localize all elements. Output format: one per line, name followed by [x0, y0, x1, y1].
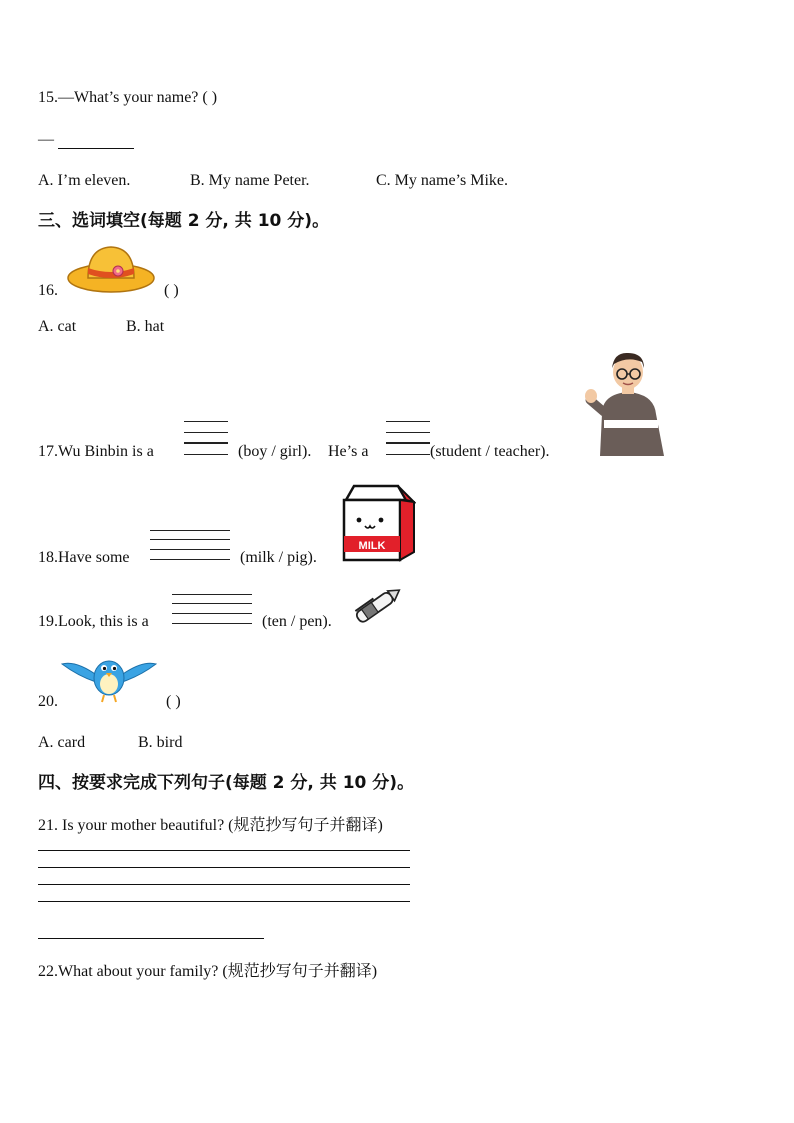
q16-paren: ( ) — [164, 282, 179, 299]
q19-four-line[interactable] — [172, 594, 252, 624]
section3-heading: 三、选词填空(每题 2 分, 共 10 分)。 — [38, 211, 330, 231]
q19-choice: (ten / pen). — [262, 613, 332, 630]
q15-option-a: A. I’m eleven. — [38, 172, 131, 189]
q15-answer-prefix: — — [38, 131, 54, 148]
q21-writing-line-3[interactable] — [38, 884, 410, 885]
q21-translation-line[interactable] — [38, 938, 264, 939]
q17-four-line-2[interactable] — [386, 421, 430, 455]
q17-choice1: (boy / girl). — [238, 443, 312, 460]
teacher-image — [582, 350, 674, 460]
q20-number: 20. — [38, 693, 58, 710]
q18-four-line[interactable] — [150, 530, 230, 560]
q21-writing-line-4[interactable] — [38, 901, 410, 902]
q15-answer-line — [58, 148, 134, 149]
q20-option-a: A. card — [38, 734, 86, 751]
q20-option-b: B. bird — [138, 734, 183, 751]
q15-option-c: C. My name’s Mike. — [376, 172, 508, 189]
milk-carton-image — [340, 482, 416, 564]
q21-writing-line-2[interactable] — [38, 867, 410, 868]
q17-choice2: (student / teacher). — [430, 443, 550, 460]
section4-heading: 四、按要求完成下列句子(每题 2 分, 共 10 分)。 — [38, 773, 415, 793]
q17-prefix: 17.Wu Binbin is a — [38, 443, 154, 460]
q17-mid: He’s a — [328, 443, 369, 460]
q17-four-line-1[interactable] — [184, 421, 228, 455]
q22-text: 22.What about your family? (规范抄写句子并翻译) — [38, 963, 378, 980]
q18-choice: (milk / pig). — [240, 549, 317, 566]
hat-image — [66, 242, 156, 298]
q16-option-b: B. hat — [126, 318, 165, 335]
q18-prefix: 18.Have some — [38, 549, 130, 566]
pen-image — [350, 582, 406, 628]
q21-writing-line-1[interactable] — [38, 850, 410, 851]
milk-label: MILK — [358, 540, 386, 552]
q15-question: 15.—What’s your name? ( ) — [38, 89, 218, 106]
q16-option-a: A. cat — [38, 318, 77, 335]
q21-text: 21. Is your mother beautiful? (规范抄写句子并翻译) — [38, 817, 383, 834]
q15-option-b: B. My name Peter. — [190, 172, 310, 189]
q19-prefix: 19.Look, this is a — [38, 613, 149, 630]
q16-number: 16. — [38, 282, 58, 299]
bird-image — [60, 646, 158, 706]
q20-paren: ( ) — [166, 693, 181, 710]
